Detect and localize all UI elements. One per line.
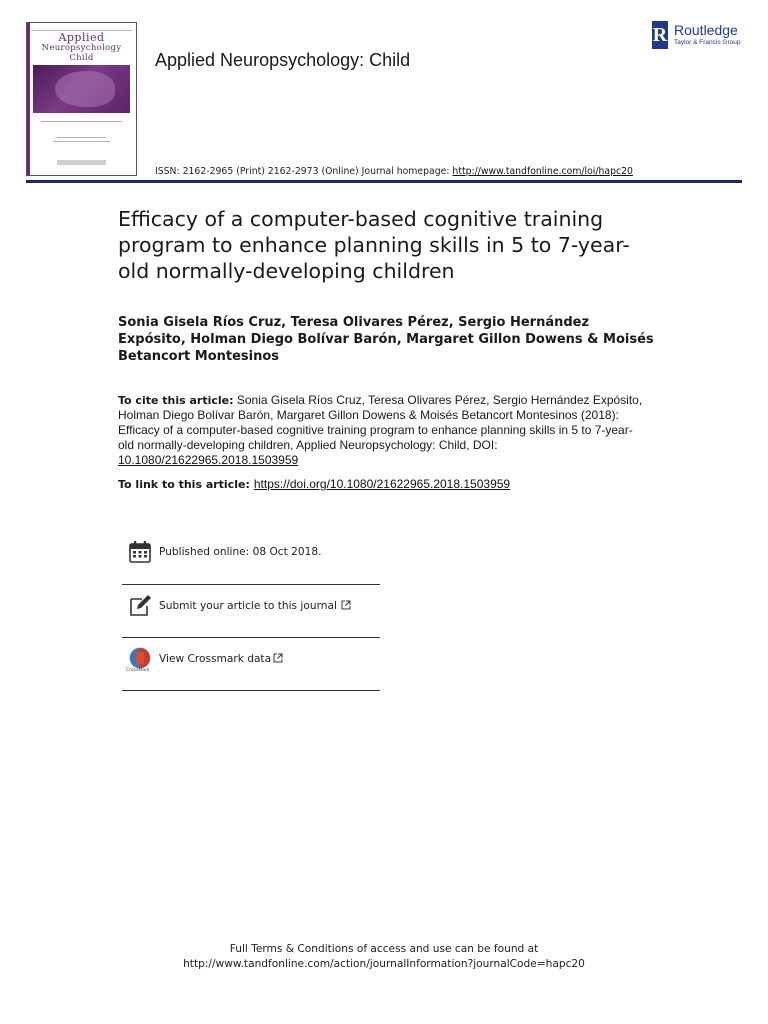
- published-online-text: Published online: 08 Oct 2018.: [159, 546, 322, 558]
- info-divider: [122, 584, 380, 585]
- crossmark-icon-label: CrossMark: [126, 668, 150, 673]
- cover-rule: [41, 121, 122, 122]
- article-title: Efficacy of a computer-based cognitive training program to enhance planning skills in 5 to 7-year-old normally-developing children: [118, 207, 630, 283]
- citation-text: Sonia Gisela Ríos Cruz, Teresa Olivares Pérez, Sergio Hernández Expósito, Holman Diego Bolívar Barón, Margaret Gillon Dowens & Moisés Betancort Montesinos (2018): Efficacy of a computer-based cognitive training program to enhance planning skills in 5 to 7-year-old normally-developing children, Applied Neuropsychology: Child, DOI:: [118, 393, 643, 452]
- publisher-logo: [652, 21, 752, 51]
- info-divider: [122, 690, 380, 691]
- publisher-name: Routledge: [674, 22, 738, 38]
- link-label: To link to this article:: [118, 478, 250, 491]
- external-link-icon: [341, 600, 351, 610]
- footer-terms-text: Full Terms & Conditions of access and use can be found at: [229, 943, 539, 955]
- footer-terms-url[interactable]: http://www.tandfonline.com/action/journalInformation?journalCode=hapc20: [183, 958, 585, 970]
- crossmark-row[interactable]: [122, 647, 380, 699]
- submit-article-row[interactable]: [122, 594, 380, 646]
- cover-rule: [53, 141, 110, 142]
- cover-title-line1: Applied: [58, 31, 105, 44]
- cover-title-line3: Child: [69, 53, 94, 63]
- submit-article-text: Submit your article to this journal: [159, 600, 337, 612]
- info-divider: [122, 637, 380, 638]
- article-link-block: [118, 477, 678, 492]
- cover-publisher-mark: [57, 160, 106, 165]
- citation-label: To cite this article:: [118, 394, 234, 407]
- routledge-logo-icon: R: [652, 21, 668, 49]
- journal-name: Applied Neuropsychology: Child: [155, 50, 411, 70]
- citation-doi-link[interactable]: 10.1080/21622965.2018.1503959: [118, 453, 299, 467]
- citation-block: [118, 393, 648, 468]
- crossmark-link[interactable]: [159, 653, 283, 665]
- publisher-subtitle: Taylor & Francis Group: [674, 39, 741, 46]
- journal-cover-image: [26, 22, 137, 176]
- issn-line: [155, 166, 633, 177]
- submit-article-link[interactable]: [159, 600, 351, 612]
- header-divider: [26, 180, 742, 183]
- article-authors: Sonia Gisela Ríos Cruz, Teresa Olivares Pérez, Sergio Hernández Expósito, Holman Diego Bolívar Barón, Margaret Gillon Dowens & Moisés Betancort Montesinos: [118, 315, 654, 364]
- journal-homepage-link[interactable]: http://www.tandfonline.com/loi/hapc20: [452, 166, 633, 177]
- footer: [0, 942, 768, 972]
- calendar-icon: [128, 540, 152, 564]
- cover-title: [27, 33, 136, 63]
- cover-artwork: [33, 65, 130, 113]
- external-link-icon: [273, 653, 283, 663]
- article-doi-link[interactable]: https://doi.org/10.1080/21622965.2018.1503959: [253, 477, 511, 491]
- cover-title-line2: Neuropsychology: [41, 43, 122, 53]
- edit-icon: [128, 594, 152, 618]
- cover-rule: [57, 137, 106, 138]
- crossmark-text: View Crossmark data: [159, 653, 272, 665]
- issn-text: ISSN: 2162-2965 (Print) 2162-2973 (Online) Journal homepage:: [155, 166, 453, 177]
